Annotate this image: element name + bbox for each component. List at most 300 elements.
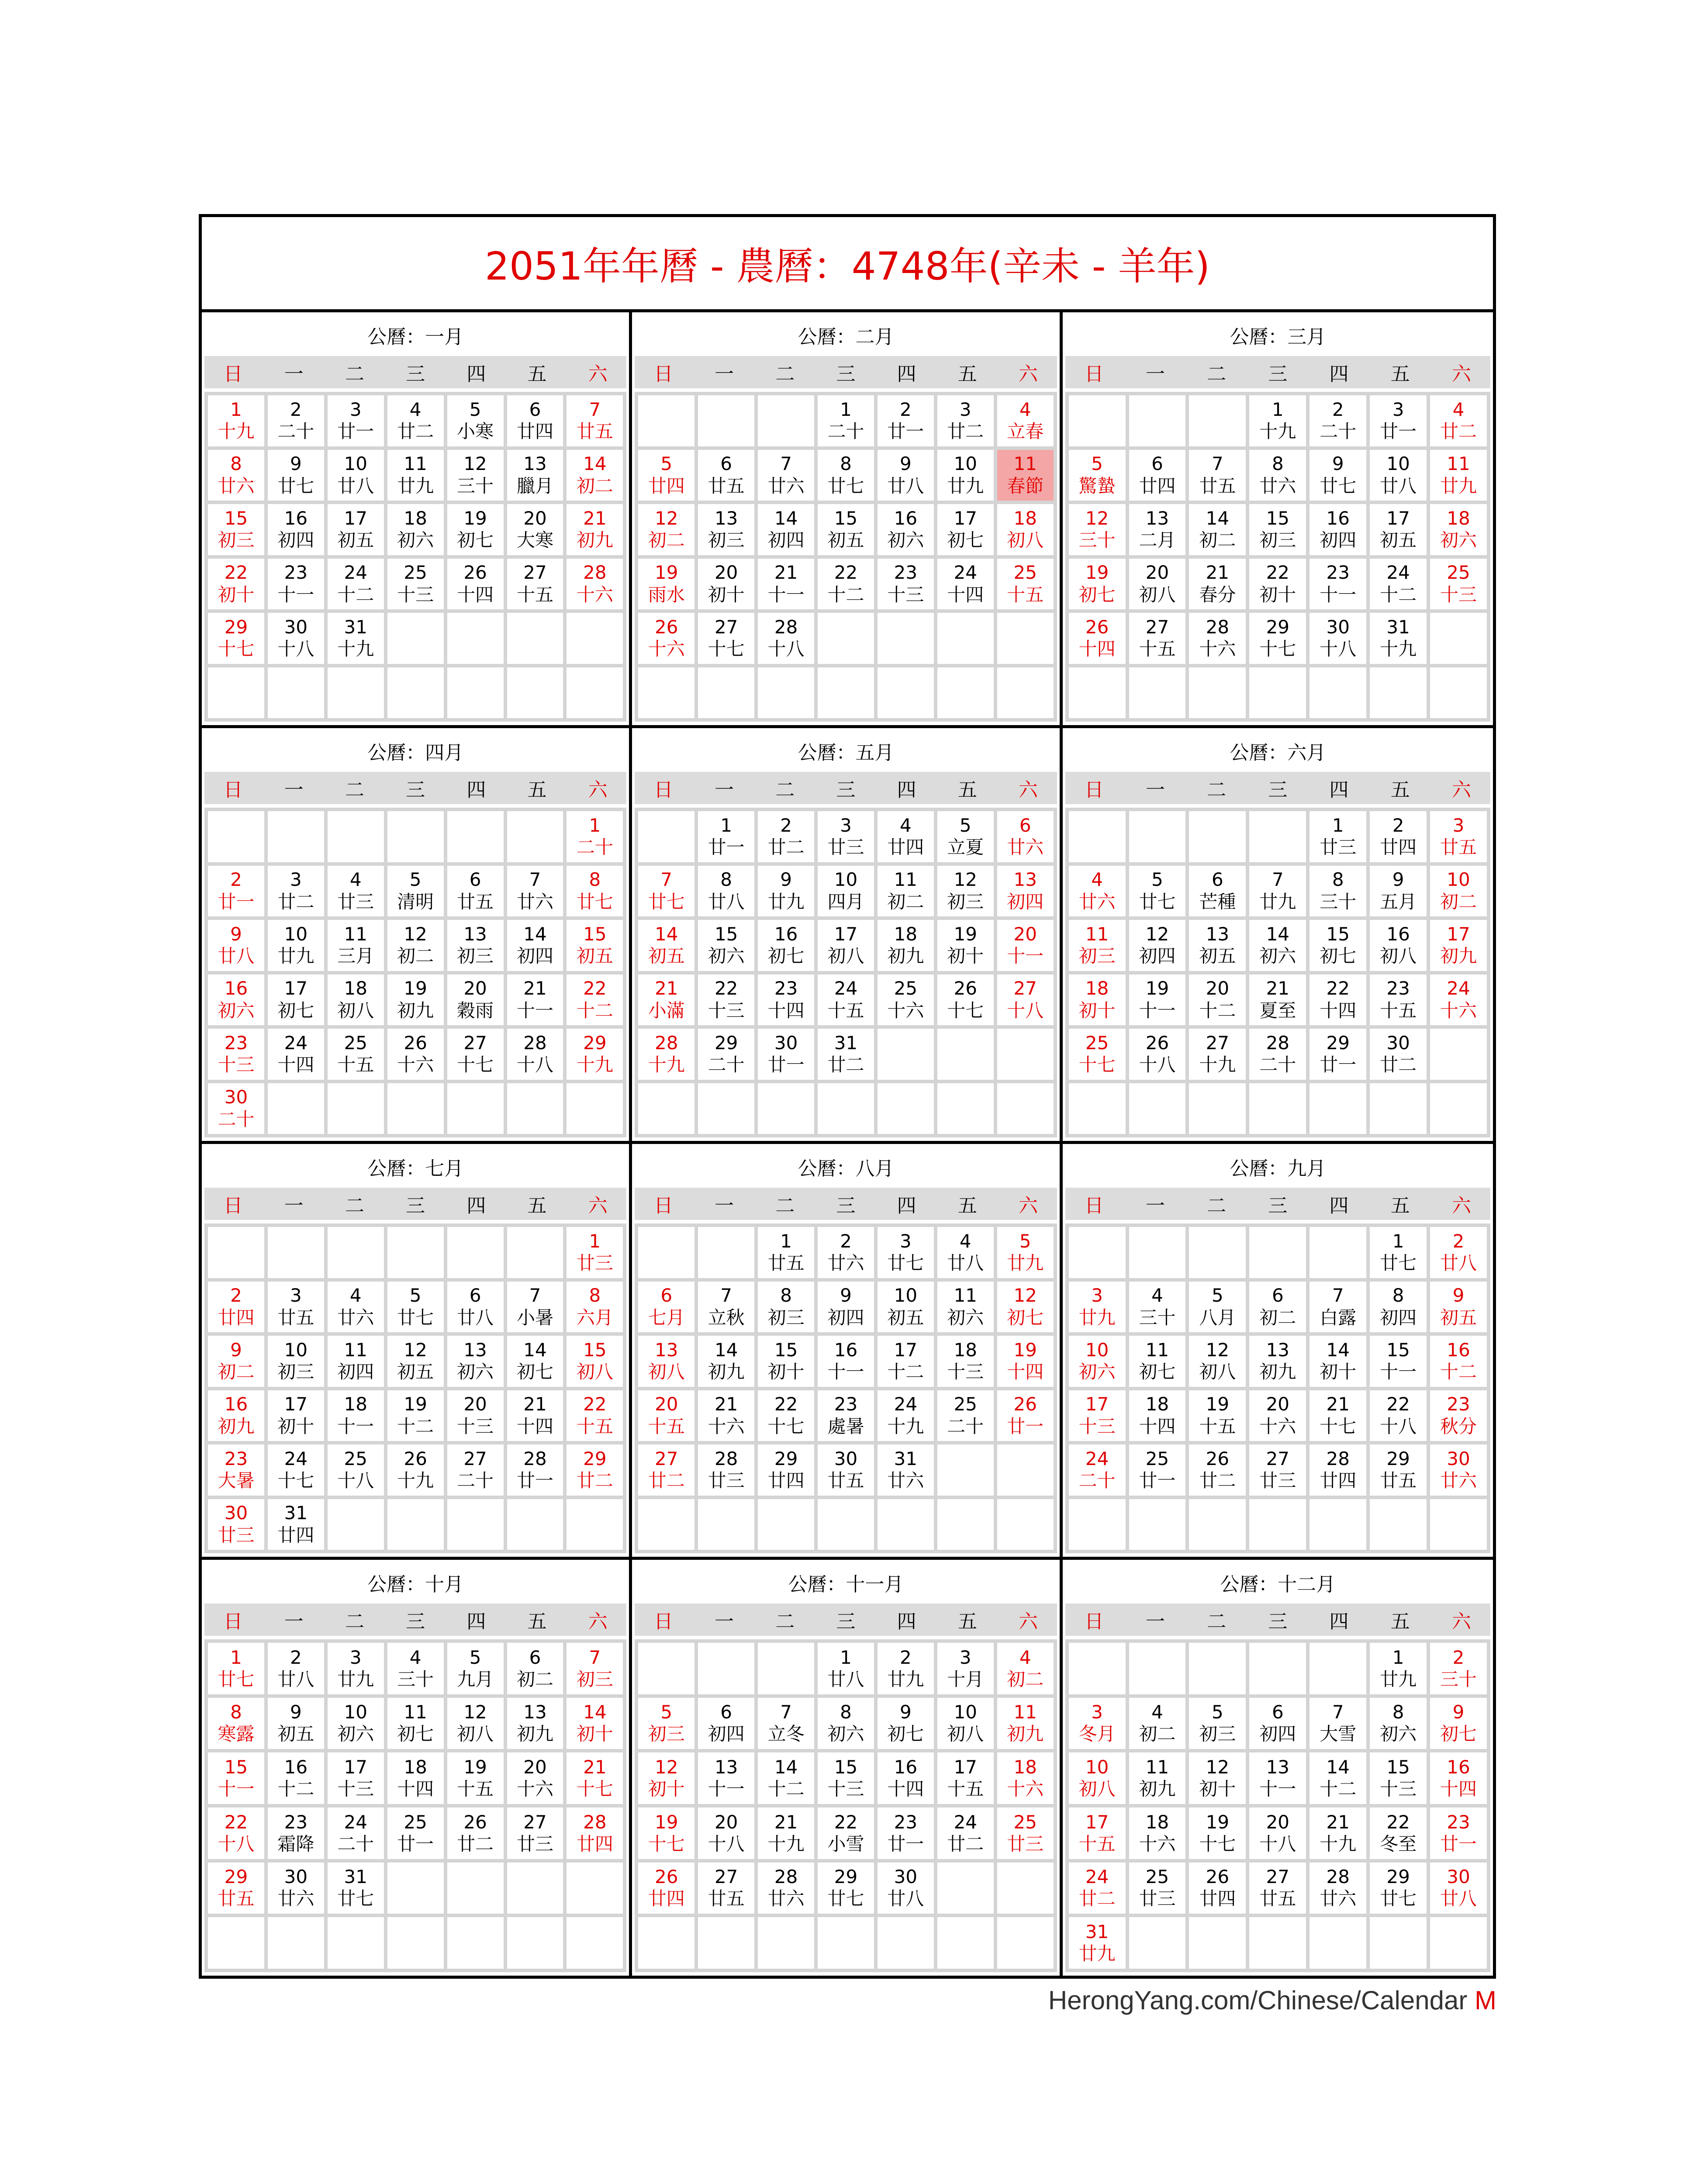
day-number: 14: [1266, 923, 1290, 945]
month-title: 公曆：一月: [367, 326, 464, 348]
day-cell: [937, 811, 994, 862]
empty-cell: [328, 667, 384, 719]
day-number: 8: [230, 453, 242, 475]
lunar-date: 初六: [218, 999, 255, 1021]
day-cell: [878, 1227, 934, 1278]
day-number: 31: [1085, 1921, 1109, 1942]
day-cell: [878, 504, 934, 555]
day-cell: [1069, 1698, 1126, 1749]
lunar-date: 廿六: [1007, 836, 1044, 858]
day-cell: [1129, 1282, 1186, 1333]
day-number: 17: [894, 1339, 918, 1361]
day-number: 16: [1326, 507, 1350, 529]
day-number: 28: [523, 1448, 547, 1469]
weekday-header: [204, 356, 626, 388]
lunar-date: 十八: [277, 638, 314, 660]
day-number: 6: [529, 1646, 541, 1668]
day-cell: [698, 559, 754, 610]
day-cell: [208, 1444, 264, 1496]
day-number: 3: [349, 1646, 362, 1668]
day-cell: [997, 1282, 1054, 1333]
day-number: 3: [900, 1230, 912, 1252]
day-number: 17: [954, 507, 978, 529]
lunar-date: 廿六: [516, 891, 553, 912]
day-cell: [1189, 1807, 1246, 1859]
day-number: 25: [1085, 1032, 1109, 1054]
lunar-date: 十八: [218, 1833, 255, 1855]
empty-cell: [818, 1083, 874, 1134]
day-cell: [937, 504, 994, 555]
day-number: 13: [714, 1756, 738, 1778]
day-cell: [638, 1807, 694, 1859]
day-cell: [1069, 1390, 1126, 1441]
weekday-label: 五: [527, 1195, 547, 1217]
lunar-date: 十七: [576, 1778, 613, 1800]
day-cell: [208, 613, 264, 664]
day-grid: [204, 808, 626, 1137]
day-number: 4: [1452, 398, 1465, 420]
lunar-date: 十四: [457, 584, 494, 605]
day-number: 7: [1271, 869, 1284, 891]
lunar-date: 初三: [708, 529, 745, 551]
day-cell: [818, 559, 874, 610]
day-number: 4: [900, 814, 912, 836]
day-number: 2: [230, 1285, 242, 1306]
day-number: 13: [655, 1339, 678, 1361]
empty-cell: [698, 1083, 754, 1134]
lunar-date: 廿八: [887, 1888, 924, 1910]
day-number: 6: [660, 1285, 673, 1306]
day-number: 6: [720, 1701, 732, 1723]
lunar-date: 初三: [648, 1723, 685, 1745]
day-cell: [507, 1807, 563, 1859]
day-cell: [937, 975, 994, 1026]
weekday-label: 六: [588, 363, 608, 385]
empty-cell: [758, 1499, 814, 1550]
empty-cell: [1129, 1083, 1186, 1134]
day-cell: [818, 1444, 874, 1496]
empty-cell: [1069, 811, 1126, 862]
day-cell: [507, 1698, 563, 1749]
empty-cell: [447, 1863, 504, 1914]
day-number: 27: [1206, 1032, 1230, 1054]
weekday-label: 五: [1390, 1195, 1410, 1217]
weekday-label: 日: [1084, 363, 1104, 385]
weekday-label: 三: [1268, 779, 1288, 801]
empty-cell: [698, 1499, 754, 1550]
day-cell: [878, 1643, 934, 1694]
day-number: 5: [660, 1701, 673, 1723]
day-number: 11: [1145, 1339, 1169, 1361]
lunar-date: 小暑: [516, 1306, 553, 1328]
day-number: 14: [774, 507, 798, 529]
lunar-date: 廿五: [708, 1888, 745, 1910]
day-number: 23: [224, 1448, 248, 1469]
day-cell: [268, 613, 324, 664]
day-number: 21: [714, 1393, 738, 1415]
lunar-date: 十六: [1007, 1778, 1044, 1800]
day-number: 11: [404, 1701, 427, 1723]
day-number: 29: [224, 1866, 248, 1888]
day-number: 28: [655, 1032, 678, 1054]
day-number: 7: [660, 869, 673, 891]
day-number: 22: [224, 562, 248, 584]
day-number: 29: [1386, 1866, 1410, 1888]
empty-cell: [387, 613, 444, 664]
lunar-date: 廿六: [1259, 475, 1296, 497]
day-number: 26: [1206, 1448, 1230, 1469]
day-number: 10: [1447, 869, 1470, 891]
weekday-label: 日: [1084, 1610, 1104, 1633]
empty-cell: [387, 811, 444, 862]
day-cell: [567, 1643, 623, 1694]
weekday-header: [635, 772, 1057, 804]
lunar-date: 廿六: [277, 1888, 314, 1910]
day-number: 27: [523, 1811, 547, 1833]
day-cell: [1309, 1863, 1366, 1914]
day-cell: [268, 1390, 324, 1441]
weekday-label: 二: [775, 779, 795, 801]
day-cell: [937, 1807, 994, 1859]
lunar-date: 初二: [1007, 1668, 1044, 1690]
day-cell: [878, 395, 934, 446]
day-number: 22: [583, 978, 607, 999]
day-cell: [878, 920, 934, 971]
day-number: 31: [344, 616, 367, 638]
day-number: 27: [463, 1032, 487, 1054]
day-cell: [1249, 866, 1306, 917]
empty-cell: [268, 811, 324, 862]
lunar-date: 初十: [947, 945, 984, 967]
day-cell: [638, 1282, 694, 1333]
lunar-date: 十八: [1259, 1833, 1296, 1855]
day-cell: [1370, 450, 1427, 501]
lunar-date: 十四: [1078, 638, 1116, 660]
day-grid: [635, 1639, 1057, 1972]
day-cell: [268, 1863, 324, 1914]
lunar-date: 廿三: [1007, 1833, 1044, 1855]
weekday-header: [204, 1188, 626, 1220]
day-number: 22: [1266, 562, 1290, 584]
empty-cell: [1430, 1917, 1487, 1969]
day-cell: [758, 1227, 814, 1278]
lunar-date: 廿七: [1320, 475, 1357, 497]
lunar-date: 四月: [827, 891, 864, 912]
day-number: 2: [1332, 398, 1344, 420]
weekday-label: 四: [897, 1610, 916, 1633]
month-block: [1063, 1144, 1493, 1560]
lunar-date: 廿五: [218, 1888, 255, 1910]
day-number: 26: [1085, 616, 1109, 638]
empty-cell: [1189, 395, 1246, 446]
day-cell: [1189, 559, 1246, 610]
day-number: 21: [523, 978, 547, 999]
lunar-date: 初五: [887, 1306, 924, 1328]
day-number: 17: [1085, 1393, 1109, 1415]
day-number: 28: [523, 1032, 547, 1054]
day-number: 18: [1013, 1756, 1037, 1778]
day-number: 7: [720, 1285, 732, 1306]
day-cell: [507, 1336, 563, 1387]
day-cell: [1189, 866, 1246, 917]
lunar-date: 初九: [218, 1415, 255, 1437]
day-number: 29: [714, 1032, 738, 1054]
lunar-date: 初九: [1259, 1361, 1296, 1383]
lunar-date: 廿四: [218, 1306, 255, 1328]
lunar-date: 初二: [218, 1361, 255, 1383]
day-number: 30: [834, 1448, 858, 1469]
lunar-date: 十四: [277, 1054, 314, 1076]
day-number: 21: [1326, 1393, 1350, 1415]
day-cell: [698, 1807, 754, 1859]
empty-cell: [638, 1917, 694, 1969]
lunar-date: 初三: [1078, 945, 1116, 967]
month-block: [632, 1144, 1062, 1560]
day-number: 2: [290, 398, 302, 420]
lunar-date: 十三: [1440, 584, 1477, 605]
lunar-date: 廿一: [1007, 1415, 1044, 1437]
empty-cell: [1309, 1227, 1366, 1278]
empty-cell: [937, 1917, 994, 1969]
day-number: 7: [1332, 1701, 1344, 1723]
lunar-date: 十九: [218, 421, 255, 442]
day-number: 31: [894, 1448, 918, 1469]
lunar-date: 初六: [1259, 945, 1296, 967]
lunar-date: 廿七: [277, 475, 314, 497]
lunar-date: 十八: [1380, 1415, 1417, 1437]
day-cell: [1069, 1917, 1126, 1969]
lunar-date: 初六: [1440, 529, 1477, 551]
lunar-date: 二十: [1320, 421, 1357, 442]
day-number: 18: [344, 1393, 367, 1415]
day-number: 9: [840, 1285, 852, 1306]
day-number: 2: [290, 1646, 302, 1668]
day-number: 12: [1206, 1339, 1230, 1361]
day-number: 16: [1386, 923, 1410, 945]
day-cell: [1069, 1807, 1126, 1859]
day-number: 5: [1091, 453, 1103, 475]
day-cell: [567, 1227, 623, 1278]
day-cell: [1189, 920, 1246, 971]
day-cell: [818, 395, 874, 446]
lunar-date: 十二: [767, 1778, 805, 1800]
day-number: 18: [1145, 1393, 1169, 1415]
lunar-date: 初六: [457, 1361, 494, 1383]
empty-cell: [328, 811, 384, 862]
day-number: 9: [780, 869, 792, 891]
day-cell: [1430, 1698, 1487, 1749]
day-cell: [1249, 450, 1306, 501]
day-number: 31: [834, 1032, 858, 1054]
lunar-date: 初四: [827, 1306, 864, 1328]
lunar-date: 三十: [397, 1668, 434, 1690]
lunar-date: 初十: [708, 584, 745, 605]
day-cell: [937, 1752, 994, 1804]
day-number: 3: [290, 869, 302, 891]
weekday-label: 二: [1207, 1610, 1227, 1633]
day-number: 13: [523, 1701, 547, 1723]
empty-cell: [1189, 811, 1246, 862]
lunar-date: 十一: [1139, 999, 1176, 1021]
day-cell: [208, 1282, 264, 1333]
day-cell: [1249, 975, 1306, 1026]
empty-cell: [268, 1917, 324, 1969]
lunar-date: 立春: [1007, 421, 1044, 442]
lunar-date: 初八: [648, 1361, 685, 1383]
lunar-date: 臘月: [516, 475, 553, 497]
day-number: 20: [714, 1811, 738, 1833]
day-number: 10: [284, 923, 308, 945]
day-number: 9: [1452, 1701, 1465, 1723]
day-cell: [1370, 504, 1427, 555]
day-number: 13: [1206, 923, 1230, 945]
empty-cell: [997, 1863, 1054, 1914]
day-cell: [1309, 1698, 1366, 1749]
lunar-date: 初七: [1007, 1306, 1044, 1328]
day-number: 15: [224, 1756, 248, 1778]
lunar-date: 初二: [1139, 1723, 1176, 1745]
day-number: 2: [780, 814, 792, 836]
lunar-date: 驚蟄: [1078, 475, 1116, 497]
day-cell: [878, 1282, 934, 1333]
day-number: 15: [834, 507, 858, 529]
day-number: 24: [1447, 978, 1470, 999]
day-cell: [818, 975, 874, 1026]
lunar-date: 初八: [1139, 584, 1176, 605]
day-number: 7: [1332, 1285, 1344, 1306]
day-cell: [268, 395, 324, 446]
weekday-label: 一: [1145, 1195, 1165, 1217]
day-number: 19: [1206, 1393, 1230, 1415]
day-number: 17: [954, 1756, 978, 1778]
day-number: 15: [1266, 507, 1290, 529]
day-cell: [1370, 1807, 1427, 1859]
empty-cell: [328, 1227, 384, 1278]
day-cell: [268, 866, 324, 917]
empty-cell: [818, 613, 874, 664]
day-cell: [937, 1336, 994, 1387]
day-cell: [1129, 613, 1186, 664]
day-cell: [328, 613, 384, 664]
lunar-date: 廿八: [337, 475, 374, 497]
day-cell: [1249, 1282, 1306, 1333]
day-number: 30: [284, 616, 308, 638]
day-grid: [635, 1223, 1057, 1553]
day-cell: [878, 811, 934, 862]
day-number: 29: [1266, 616, 1290, 638]
day-cell: [638, 1444, 694, 1496]
day-number: 25: [1013, 562, 1037, 584]
lunar-date: 十九: [887, 1415, 924, 1437]
empty-cell: [208, 1917, 264, 1969]
lunar-date: 初二: [516, 1668, 553, 1690]
lunar-date: 芒種: [1199, 891, 1236, 912]
day-number: 22: [774, 1393, 798, 1415]
day-number: 26: [1145, 1032, 1169, 1054]
lunar-date: 廿九: [887, 1668, 924, 1690]
day-cell: [1370, 1390, 1427, 1441]
lunar-date: 十七: [1199, 1833, 1236, 1855]
lunar-date: 初六: [1078, 1361, 1116, 1383]
day-cell: [1370, 1863, 1427, 1914]
lunar-date: 十五: [947, 1778, 984, 1800]
month-block: [1063, 312, 1493, 728]
day-cell: [387, 1643, 444, 1694]
day-number: 30: [1386, 1032, 1410, 1054]
empty-cell: [447, 613, 504, 664]
day-grid: [204, 1639, 626, 1972]
day-cell: [937, 1643, 994, 1694]
day-cell: [818, 1282, 874, 1333]
day-grid: [204, 1223, 626, 1553]
weekday-label: 一: [1145, 363, 1165, 385]
day-cell: [638, 450, 694, 501]
lunar-date: 二十: [337, 1833, 374, 1855]
day-cell: [1069, 1444, 1126, 1496]
lunar-date: 五月: [1380, 891, 1417, 912]
lunar-date: 十二: [576, 999, 613, 1021]
lunar-date: 十一: [218, 1778, 255, 1800]
lunar-date: 十五: [576, 1415, 613, 1437]
lunar-date: 廿一: [1440, 1833, 1477, 1855]
day-number: 2: [900, 1646, 912, 1668]
day-number: 19: [463, 507, 487, 529]
lunar-date: 初八: [1380, 945, 1417, 967]
weekday-label: 六: [1019, 1195, 1038, 1217]
weekday-label: 五: [1390, 779, 1410, 801]
day-cell: [268, 1282, 324, 1333]
lunar-date: 十七: [1078, 1054, 1116, 1076]
day-cell: [208, 866, 264, 917]
day-cell: [1249, 395, 1306, 446]
day-number: 8: [1332, 869, 1344, 891]
day-cell: [328, 1029, 384, 1080]
day-number: 30: [1447, 1866, 1470, 1888]
day-number: 27: [523, 562, 547, 584]
day-cell: [638, 1863, 694, 1914]
lunar-date: 十九: [1320, 1833, 1357, 1855]
weekday-label: 三: [1268, 363, 1288, 385]
lunar-date: 三十: [1320, 891, 1357, 912]
lunar-date: 廿三: [218, 1524, 255, 1546]
day-cell: [1430, 1444, 1487, 1496]
day-cell: [698, 811, 754, 862]
empty-cell: [1189, 1917, 1246, 1969]
day-cell: [758, 1390, 814, 1441]
empty-cell: [997, 1499, 1054, 1550]
day-cell: [507, 975, 563, 1026]
lunar-date: 十一: [1259, 1778, 1296, 1800]
day-number: 6: [1151, 453, 1163, 475]
day-number: 15: [1386, 1756, 1410, 1778]
day-cell: [268, 1807, 324, 1859]
day-cell: [758, 920, 814, 971]
day-cell: [758, 1752, 814, 1804]
weekday-label: 四: [1329, 1195, 1349, 1217]
weekday-label: 四: [466, 363, 486, 385]
lunar-date: 十四: [1007, 1361, 1044, 1383]
empty-cell: [997, 1083, 1054, 1134]
day-number: 14: [523, 1339, 547, 1361]
lunar-date: 十二: [1380, 584, 1417, 605]
lunar-date: 十二: [827, 584, 864, 605]
lunar-date: 初三: [277, 1361, 314, 1383]
day-number: 19: [1206, 1811, 1230, 1833]
day-cell: [818, 1336, 874, 1387]
lunar-date: 十二: [277, 1778, 314, 1800]
lunar-date: 廿七: [1380, 1888, 1417, 1910]
lunar-date: 廿五: [767, 1252, 805, 1274]
